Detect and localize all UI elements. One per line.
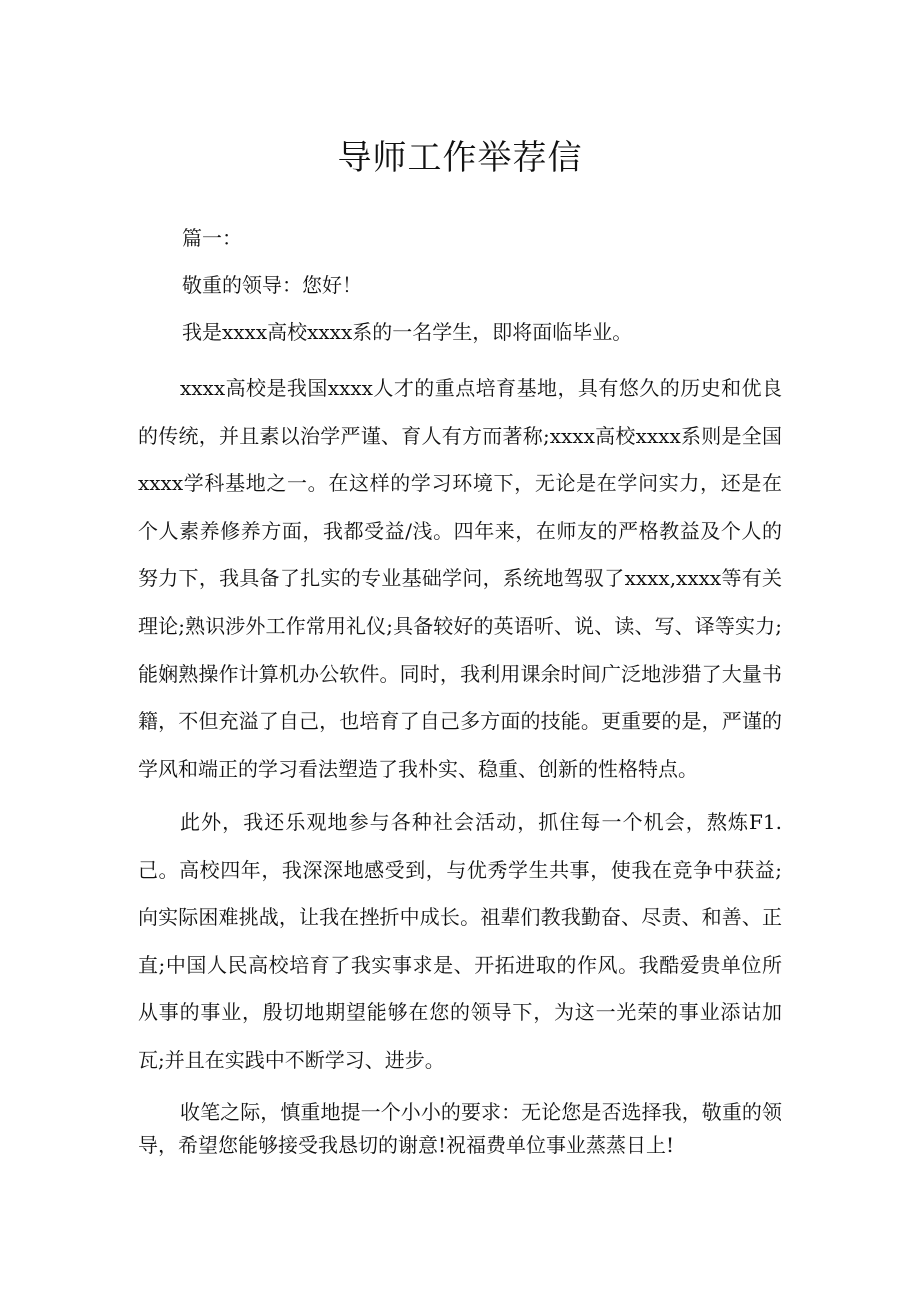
closing-paragraph: 收笔之际，慎重地提一个小小的要求：无论您是否选择我，敬重的领导，希望您能够接受我恳切的谢意!祝福费单位事业蒸蒸日上!	[138, 1100, 782, 1157]
intro-line: 我是xxxx高校xxxx系的一名学生，即将面临毕业。	[182, 320, 633, 344]
body-paragraph-1: xxxx高校是我国xxxx人才的重点培育基地，具有悠久的历史和优良的传统，并且素以治学严谨、育人有方而著称;xxxx高校xxxx系则是全国xxxx学科基地之一。在这样的学习环境下，无论是在学问实力，还是在个人素养修养方面，我都受益/浅。四年来，在师友的严格教益及个人的努力下，我具备了扎实的专业基础学问，系统地驾驭了xxxx,xxxx等有关理论;熟识涉外工作常用礼仪;具备较好的英语听、说、读、写、译等实力;能娴熟操作计算机办公软件。同时，我利用课余时间广泛地涉猎了大量书籍，不但充溢了自己，也培育了自己多方面的技能。更重要的是，严谨的学风和端正的学习看法塑造了我朴实、稳重、创新的性格特点。	[138, 376, 782, 781]
greeting: 敬重的领导：您好！	[182, 273, 362, 297]
section-label: 篇一：	[182, 226, 242, 250]
body-paragraph-2: 此外，我还乐观地参与各种社会活动，抓住每一个机会，熬炼F1.己。高校四年，我深深地感受到，与优秀学生共事，使我在竞争中获益;向实际困难挑战，让我在挫折中成长。祖辈们教我勤奋、尽责、和善、正直;中国人民高校培育了我实事求是、开拓进取的作风。我酷爱贵单位所从事的事业，殷切地期望能够在您的领导下，为这一光荣的事业添诂加瓦;并且在实践中不断学习、进步。	[138, 810, 782, 1072]
document-title: 导师工作举荐信	[337, 138, 583, 178]
